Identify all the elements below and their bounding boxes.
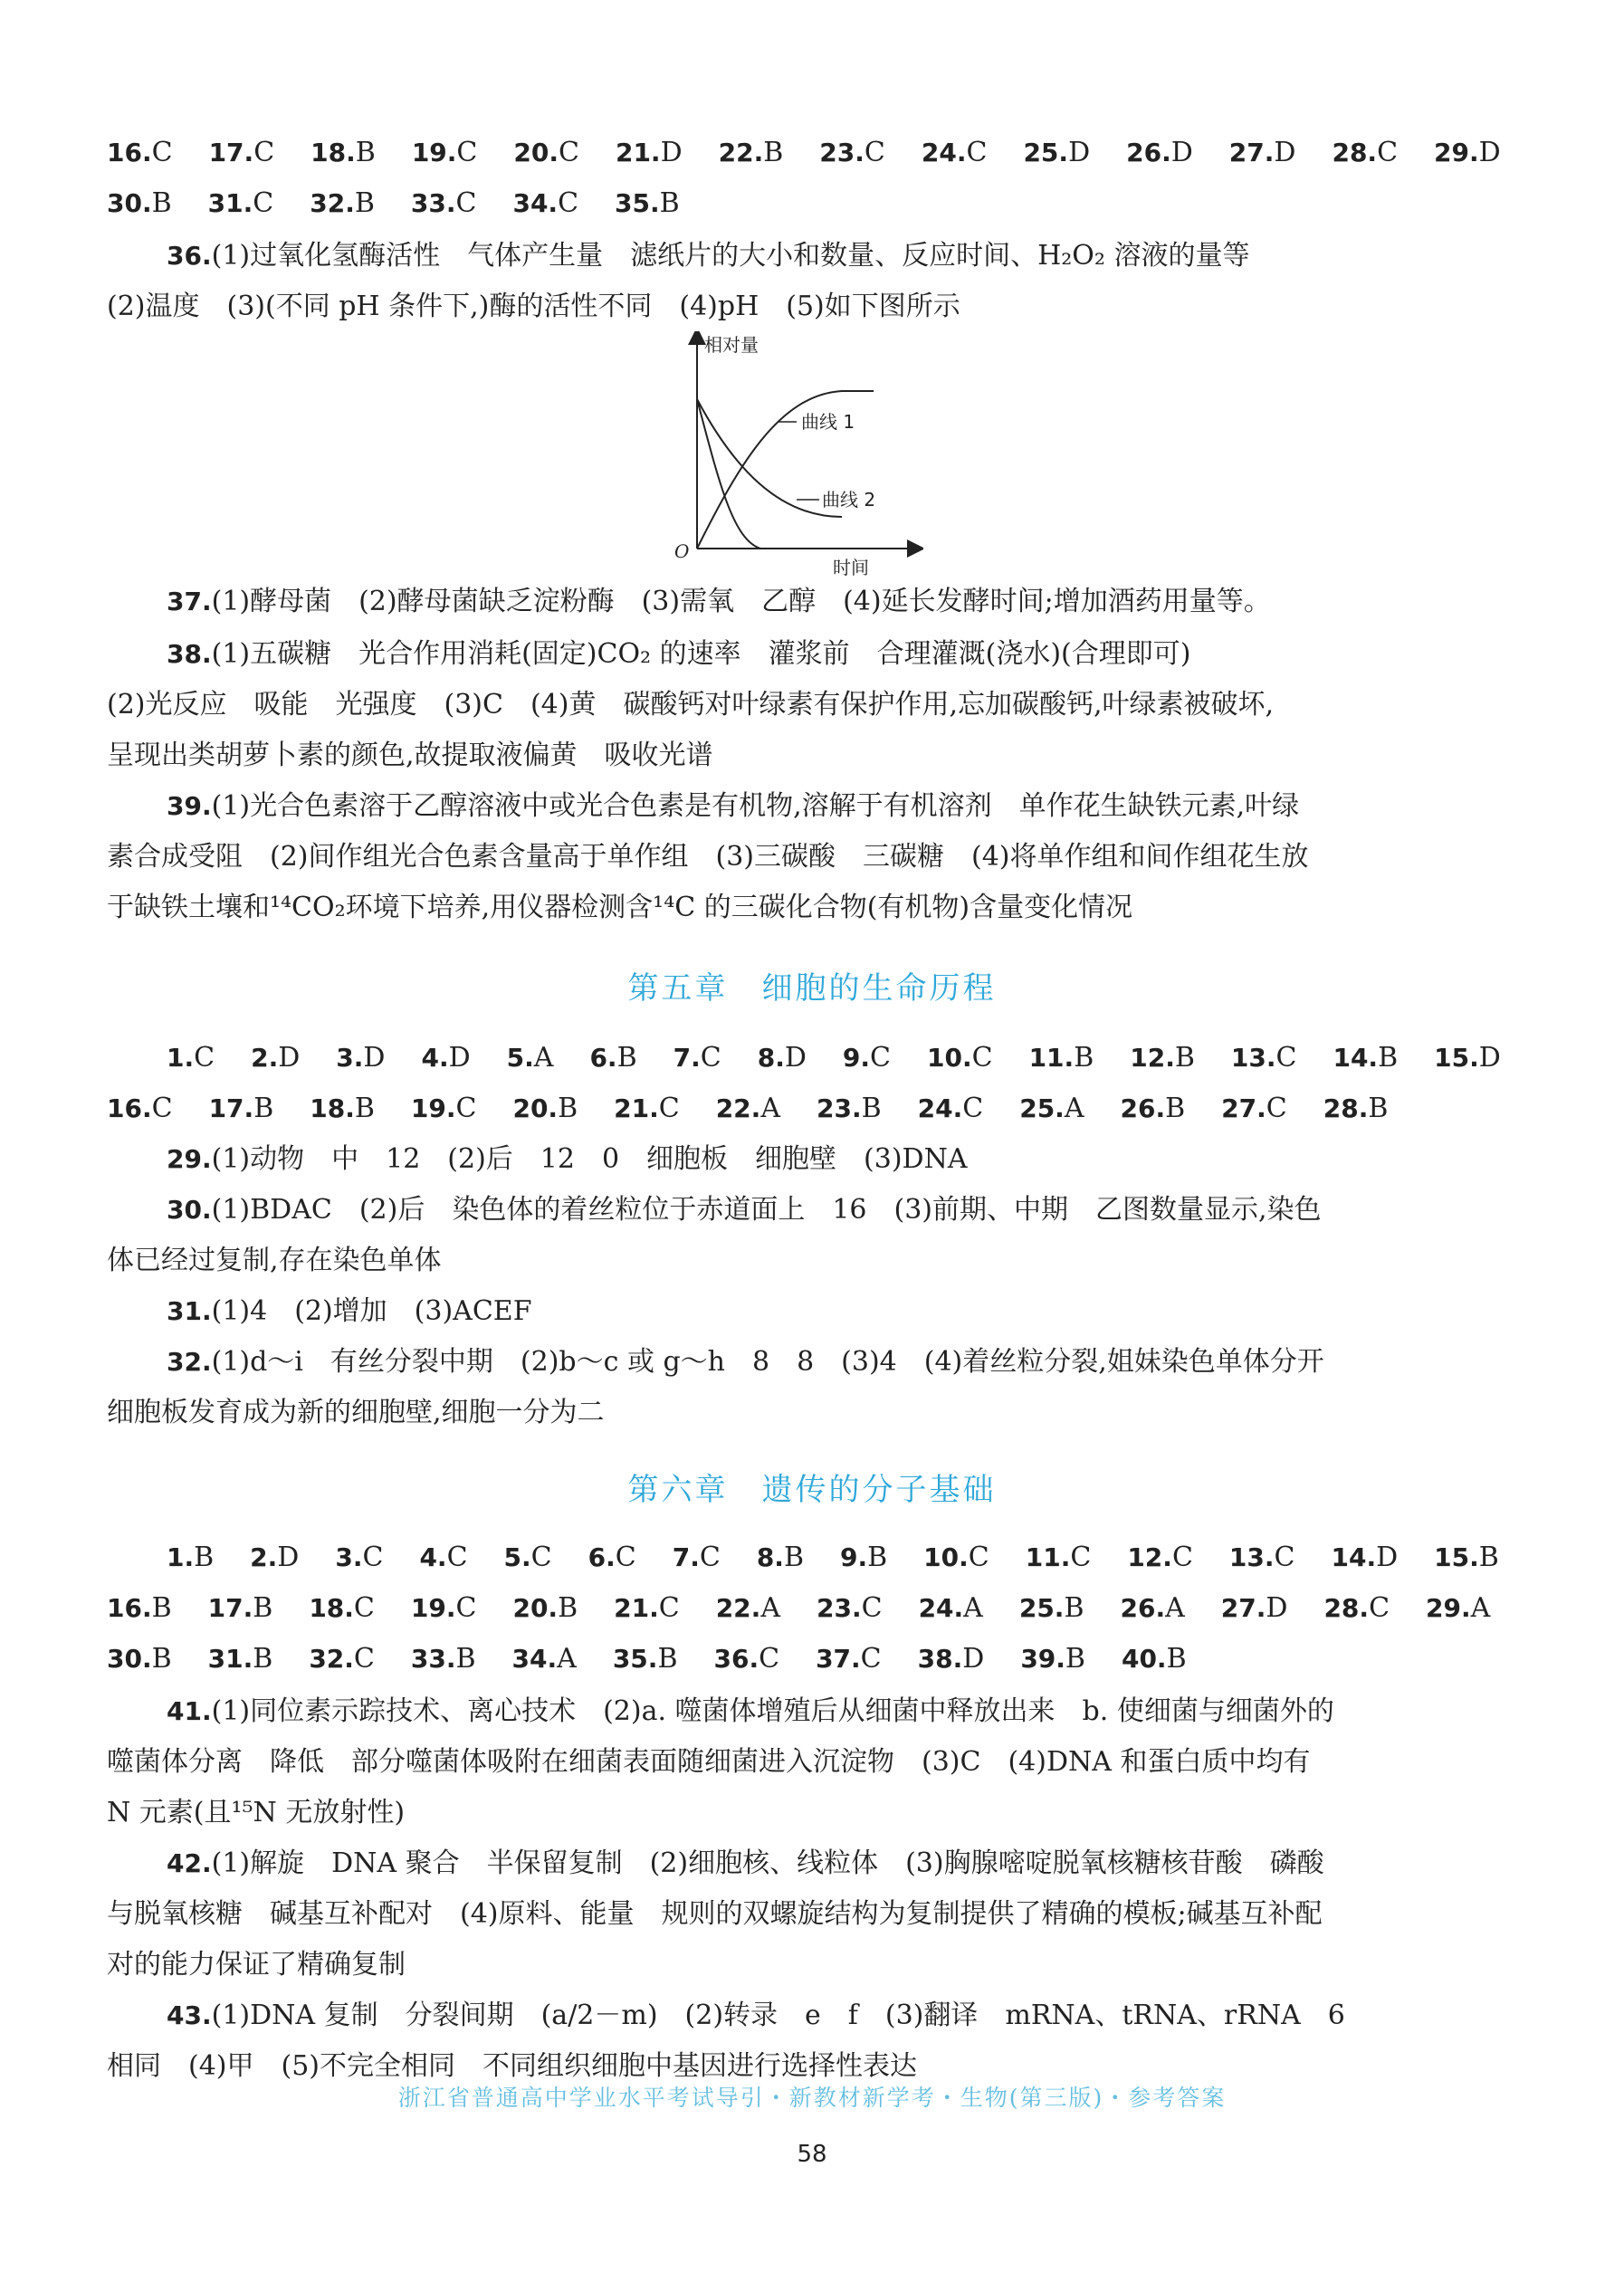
mc-answer: 16.C xyxy=(107,137,173,168)
mc-answer: 14.B xyxy=(1333,1042,1399,1074)
mc-answer: 3.C xyxy=(335,1542,384,1573)
mc-answer: 1.C xyxy=(167,1042,215,1074)
mc-answer: 13.C xyxy=(1230,1042,1297,1074)
answer-line: 与脱氧核糖 碱基互补配对 (4)原料、能量 规则的双螺旋结构为复制提供了精确的模板;碱基互补配 xyxy=(107,1898,1323,1930)
mc-answer: 9.C xyxy=(842,1042,891,1074)
mc-answer: 24.C xyxy=(921,137,988,168)
answer-line: (2)温度 (3)(不同 pH 条件下,)酶的活性不同 (4)pH (5)如下图所示 xyxy=(107,291,960,322)
mc-answer: 23.C xyxy=(819,137,885,168)
mc-answer: 13.C xyxy=(1228,1542,1295,1573)
mc-answer: 17.C xyxy=(208,137,275,168)
answer-text: (1)d～i 有丝分裂中期 (2)b～c 或 g～h 8 8 (3)4 (4)着丝粒分裂,姐妹染色单体分开 xyxy=(211,1346,1324,1378)
curve-1-label: 曲线 1 xyxy=(801,411,855,433)
mc-answer: 2.D xyxy=(251,1042,301,1074)
mc-answer: 9.B xyxy=(840,1542,888,1573)
mc-answer: 18.C xyxy=(309,1592,375,1624)
mc-answer: 27.D xyxy=(1220,1592,1288,1624)
answer-line: 细胞板发育成为新的细胞壁,细胞一分为二 xyxy=(107,1397,605,1428)
answer-text: (1)BDAC (2)后 染色体的着丝粒位于赤道面上 16 (3)前期、中期 乙图数量显示,染色 xyxy=(211,1194,1322,1226)
mc-answer: 19.C xyxy=(410,1093,477,1124)
enzyme-reaction-chart xyxy=(652,331,923,576)
mc-row xyxy=(107,134,1501,172)
curve-2-label: 曲线 2 xyxy=(822,489,876,511)
mc-answer: 30.B xyxy=(107,1643,172,1675)
question-41 xyxy=(167,1693,1488,1731)
question-number: 38. xyxy=(167,639,212,669)
mc-row xyxy=(167,1039,1501,1077)
mc-answer: 4.D xyxy=(421,1042,471,1074)
mc-answer: 32.C xyxy=(309,1643,375,1675)
mc-answer: 26.D xyxy=(1126,137,1193,168)
mc-answer: 24.A xyxy=(918,1592,983,1624)
answer-line: 体已经过复制,存在染色单体 xyxy=(107,1245,442,1276)
mc-answer: 23.B xyxy=(816,1093,882,1124)
question-32 xyxy=(167,1343,1488,1381)
mc-answer: 31.C xyxy=(207,187,274,219)
mc-answer: 25.B xyxy=(1018,1592,1084,1624)
answer-line: 相同 (4)甲 (5)不完全相同 不同组织细胞中基因进行选择性表达 xyxy=(107,2050,917,2082)
mc-answer: 22.B xyxy=(718,137,784,168)
mc-answer: 25.D xyxy=(1023,137,1091,168)
answer-text: (1)光合色素溶于乙醇溶液中或光合色素是有机物,溶解于有机溶剂 单作花生缺铁元素,叶绿 xyxy=(211,790,1300,822)
question-number: 42. xyxy=(167,1848,212,1878)
question-number: 39. xyxy=(167,791,212,821)
mc-answer: 19.C xyxy=(410,1592,477,1624)
question-number: 31. xyxy=(167,1296,212,1326)
mc-answer: 18.B xyxy=(310,137,376,168)
mc-answer: 34.A xyxy=(511,1643,577,1675)
mc-answer: 8.D xyxy=(757,1042,807,1074)
mc-answer: 17.B xyxy=(208,1093,274,1124)
mc-answer: 33.B xyxy=(410,1643,476,1675)
mc-answer: 32.B xyxy=(310,187,375,219)
mc-answer: 28.C xyxy=(1323,1592,1390,1624)
question-number: 29. xyxy=(167,1144,212,1174)
mc-answer: 10.C xyxy=(927,1042,993,1074)
mc-answer: 25.A xyxy=(1019,1093,1084,1124)
answer-text: (1)同位素示踪技术、离心技术 (2)a. 噬菌体增殖后从细菌中释放出来 b. 使细菌与细菌外的 xyxy=(211,1695,1334,1727)
answer-line: 呈现出类胡萝卜素的颜色,故提取液偏黄 吸收光谱 xyxy=(107,740,713,771)
question-30 xyxy=(167,1191,1488,1229)
chapter-title: 第五章 细胞的生命历程 xyxy=(627,970,997,1007)
mc-answer: 27.D xyxy=(1228,137,1296,168)
mc-answer: 27.C xyxy=(1221,1093,1287,1124)
mc-answer: 31.B xyxy=(207,1643,273,1675)
question-42 xyxy=(167,1845,1488,1883)
mc-row xyxy=(107,1640,1488,1678)
mc-answer: 35.B xyxy=(612,1643,678,1675)
mc-answer: 14.D xyxy=(1331,1542,1399,1573)
mc-answer: 21.D xyxy=(615,137,683,168)
mc-row xyxy=(107,1090,1488,1128)
mc-answer: 39.B xyxy=(1020,1643,1085,1675)
mc-answer: 16.B xyxy=(107,1592,172,1624)
mc-answer: 24.C xyxy=(917,1093,984,1124)
question-number: 37. xyxy=(167,587,212,616)
mc-answer: 10.C xyxy=(923,1542,989,1573)
mc-answer: 20.B xyxy=(512,1592,578,1624)
answer-line: N 元素(且¹⁵N 无放射性) xyxy=(107,1797,406,1828)
mc-answer: 37.C xyxy=(816,1643,882,1675)
answer-line: 对的能力保证了精确复制 xyxy=(107,1949,406,1981)
mc-answer: 22.A xyxy=(715,1093,780,1124)
mc-answer: 6.B xyxy=(589,1042,637,1074)
mc-answer: 28.B xyxy=(1323,1093,1389,1124)
mc-answer: 11.B xyxy=(1028,1042,1094,1074)
answer-line: 于缺铁土壤和¹⁴CO₂环境下培养,用仪器检测含¹⁴C 的三碳化合物(有机物)含量变化情况 xyxy=(107,892,1133,923)
question-number: 32. xyxy=(167,1347,212,1377)
question-39 xyxy=(167,788,1488,826)
answer-text: (1)解旋 DNA 聚合 半保留复制 (2)细胞核、线粒体 (3)胸腺嘧啶脱氧核糖核苷酸 磷酸 xyxy=(211,1847,1324,1879)
question-38 xyxy=(167,635,1488,673)
mc-answer: 3.D xyxy=(336,1042,386,1074)
question-number: 41. xyxy=(167,1696,212,1726)
mc-answer: 15.B xyxy=(1434,1542,1499,1573)
origin-label: O xyxy=(674,540,690,562)
mc-answer: 15.D xyxy=(1434,1042,1501,1074)
mc-answer: 26.B xyxy=(1120,1093,1186,1124)
mc-answer: 19.C xyxy=(411,137,478,168)
question-31 xyxy=(167,1293,1488,1331)
answer-text: (1)过氧化氢酶活性 气体产生量 滤纸片的大小和数量、反应时间、H₂O₂ 溶液的量等 xyxy=(211,240,1250,272)
mc-answer: 21.C xyxy=(614,1093,680,1124)
question-number: 36. xyxy=(167,241,212,271)
mc-answer: 38.D xyxy=(917,1643,985,1675)
mc-answer: 33.C xyxy=(410,187,477,219)
answer-line: 噬菌体分离 降低 部分噬菌体吸附在细菌表面随细菌进入沉淀物 (3)C (4)DNA 和蛋白质中均有 xyxy=(107,1746,1311,1778)
question-43 xyxy=(167,1997,1488,2035)
mc-answer: 2.D xyxy=(250,1542,300,1573)
answer-text: (1)4 (2)增加 (3)ACEF xyxy=(211,1295,532,1327)
answer-text: (1)动物 中 12 (2)后 12 0 细胞板 细胞壁 (3)DNA xyxy=(211,1143,968,1175)
mc-answer: 28.C xyxy=(1332,137,1399,168)
mc-row xyxy=(167,1539,1499,1577)
mc-answer: 29.D xyxy=(1434,137,1501,168)
mc-answer: 7.C xyxy=(672,1542,721,1573)
mc-row xyxy=(107,1589,1491,1628)
mc-answer: 11.C xyxy=(1025,1542,1092,1573)
mc-row xyxy=(107,185,1488,223)
answer-text: (1)DNA 复制 分裂间期 (a/2－m) (2)转录 e f (3)翻译 mRNA、tRNA、rRNA 6 xyxy=(211,2000,1345,2031)
answer-line: 素合成受阻 (2)间作组光合色素含量高于单作组 (3)三碳酸 三碳糖 (4)将单作组和间作组花生放 xyxy=(107,841,1309,873)
answer-text: (1)五碳糖 光合作用消耗(固定)CO₂ 的速率 灌浆前 合理灌溉(浇水)(合理即可) xyxy=(211,638,1191,670)
answer-text: (1)酵母菌 (2)酵母菌缺乏淀粉酶 (3)需氧 乙醇 (4)延长发酵时间;增加酒药用量等。 xyxy=(211,586,1271,617)
mc-answer: 40.B xyxy=(1121,1643,1187,1675)
mc-answer: 4.C xyxy=(419,1542,468,1573)
mc-answer: 23.C xyxy=(816,1592,883,1624)
mc-answer: 1.B xyxy=(167,1542,215,1573)
mc-answer: 17.B xyxy=(207,1592,273,1624)
mc-answer: 20.C xyxy=(513,137,579,168)
answer-line: (2)光反应 吸能 光强度 (3)C (4)黄 碳酸钙对叶绿素有保护作用,忘加碳酸钙,叶绿素被破坏, xyxy=(107,689,1275,721)
page-number: 58 xyxy=(797,2141,827,2168)
question-36 xyxy=(167,237,1488,275)
chapter-title: 第六章 遗传的分子基础 xyxy=(627,1472,997,1508)
mc-answer: 35.B xyxy=(615,187,680,219)
mc-answer: 21.C xyxy=(614,1592,680,1624)
mc-answer: 36.C xyxy=(713,1643,780,1675)
mc-answer: 22.A xyxy=(715,1592,780,1624)
mc-answer: 16.C xyxy=(107,1093,173,1124)
mc-answer: 12.C xyxy=(1127,1542,1193,1573)
mc-answer: 5.A xyxy=(506,1042,554,1074)
curve-1b-line xyxy=(697,399,760,549)
mc-answer: 30.B xyxy=(107,187,172,219)
footer-title: 浙江省普通高中学业水平考试导引・新教材新学考・生物(第三版)・参考答案 xyxy=(397,2085,1227,2111)
mc-answer: 34.C xyxy=(512,187,579,219)
x-axis-label: 时间 xyxy=(833,557,869,576)
question-37 xyxy=(167,583,1488,621)
mc-answer: 29.A xyxy=(1426,1592,1491,1624)
mc-answer: 26.A xyxy=(1120,1592,1185,1624)
question-number: 43. xyxy=(167,2000,212,2030)
mc-answer: 6.C xyxy=(588,1542,636,1573)
mc-answer: 12.B xyxy=(1130,1042,1195,1074)
mc-answer: 20.B xyxy=(512,1093,578,1124)
mc-answer: 8.B xyxy=(756,1542,804,1573)
question-29 xyxy=(167,1141,1488,1179)
question-number: 30. xyxy=(167,1195,212,1225)
y-axis-label: 相对量 xyxy=(704,334,759,356)
mc-answer: 7.C xyxy=(673,1042,721,1074)
mc-answer: 5.C xyxy=(503,1542,552,1573)
mc-answer: 18.B xyxy=(310,1093,375,1124)
